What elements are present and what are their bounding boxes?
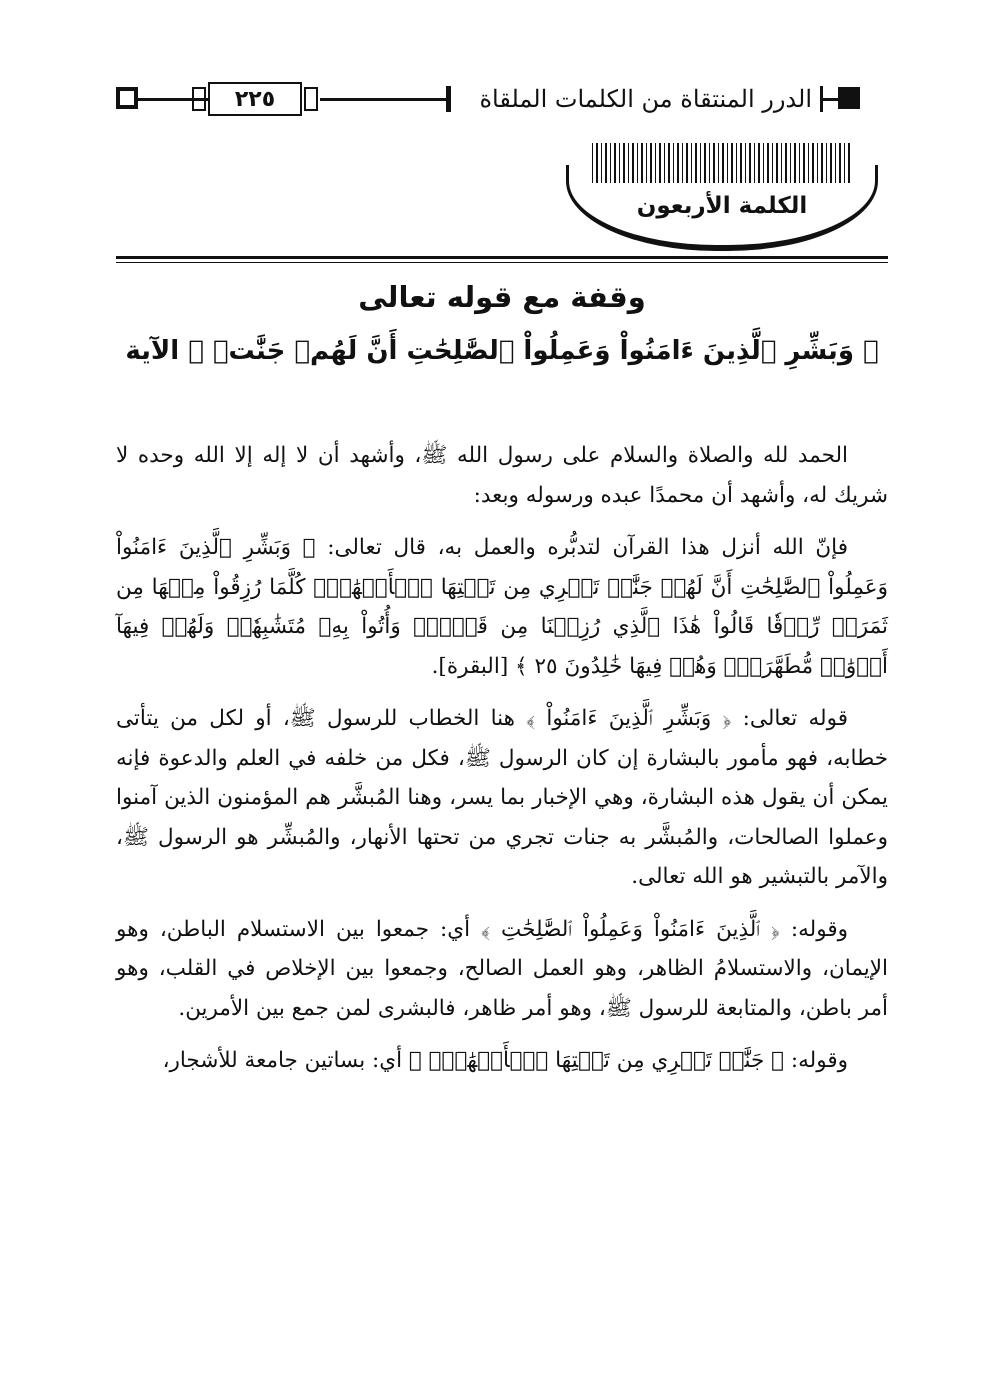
paragraph: فإنّ الله أنزل هذا القرآن لتدبُّره والعمل به، قال تعالى: ﴿ وَبَشِّرِ ٱلَّذِينَ ءَامَنُواْ وَعَمِلُواْ ٱلصَّٰلِحَٰتِ أَنَّ لَهُمۡ جَنَّٰتٖ تَجۡرِي مِن تَحۡتِهَا ٱلۡأَنۡهَٰرُۖ كُلَّمَا رُزِقُواْ مِنۡهَا مِن ثَمَرَةٖ رِّزۡقٗا قَالُواْ هَٰذَا ٱلَّذِي رُزِقۡنَا مِن قَبۡلُۖ وَأُتُواْ بِهِۦ مُتَشَٰبِهٗاۖ وَلَهُمۡ فِيهَآ أَزۡوَٰجٞ مُّطَهَّرَةٞۖ وَهُمۡ فِيهَا خَٰلِدُونَ ٢٥ ﴾ [البقرة]. — [116, 535, 888, 679]
paragraph: الحمد لله والصلاة والسلام على رسول الله ﷺ، وأشهد أن لا إله إلا الله وحده لا شريك له، وأشهد أن محمدًا عبده ورسوله وبعد: — [116, 443, 888, 508]
paragraph: وقوله: ﴿ جَنَّٰتٖ تَجۡرِي مِن تَحۡتِهَا ٱلۡأَنۡهَٰرُۖ ﴾ أي: بساتين جامعة للأشجار، — [162, 1048, 848, 1073]
paragraph: قوله تعالى: ﴿ وَبَشِّرِ ٱلَّذِينَ ءَامَنُواْ ﴾ هنا الخطاب للرسول ﷺ، أو لكل من يتأتى خطابه، فهو مأمور بالبشارة إن كان الرسول ﷺ، فكل من خلفه في العلم والدعوة فإنه يمكن أن يقول هذه البشارة، وهي الإخبار بما يسر، وهنا المُبشَّر هم المؤمنون الذين آمنوا وعملوا الصالحات، والمُبشَّر به جنات تجري من تحتها الأنهار، والمُبشِّر هو الرسول ﷺ، والآمر بالتبشير هو الله تعالى. — [116, 706, 888, 889]
header-square-filled-icon — [838, 87, 860, 109]
chapter-label: الكلمة الأربعون — [636, 193, 808, 219]
verse-heading: ﴿ وَبَشِّرِ ٱلَّذِينَ ءَامَنُواْ وَعَمِلُواْ ٱلصَّٰلِحَٰتِ أَنَّ لَهُمۡ جَنَّٰتٖ ﴾ الآية — [125, 336, 879, 366]
separator-rule-thick — [116, 256, 888, 259]
paragraph: وقوله: ﴿ ٱلَّذِينَ ءَامَنُواْ وَعَمِلُواْ ٱلصَّٰلِحَٰتِ ﴾ أي: جمعوا بين الاستسلام الباطن، وهو الإيمان، والاستسلامُ الظاهر، وهو العمل الصالح، وجمعوا بين الإخلاص في القلب، وهو أمر باطن، والمتابعة للرسول ﷺ، وهو أمر ظاهر، فالبشرى لمن جمع بين الأمرين. — [116, 916, 888, 1021]
header-square-outline-icon — [116, 87, 138, 109]
book-title: الدرر المنتقاة من الكلمات الملقاة — [471, 80, 820, 118]
lesson-title: وقفة مع قوله تعالى — [358, 280, 646, 314]
chapter-badge — [566, 143, 878, 255]
header-rule-middle — [320, 98, 450, 101]
body-text — [116, 436, 888, 1094]
separator-rule-thin — [116, 262, 888, 263]
header-tick-left-icon — [446, 86, 451, 112]
running-header — [116, 80, 860, 120]
page-number: ٢٢٥ — [208, 82, 302, 116]
